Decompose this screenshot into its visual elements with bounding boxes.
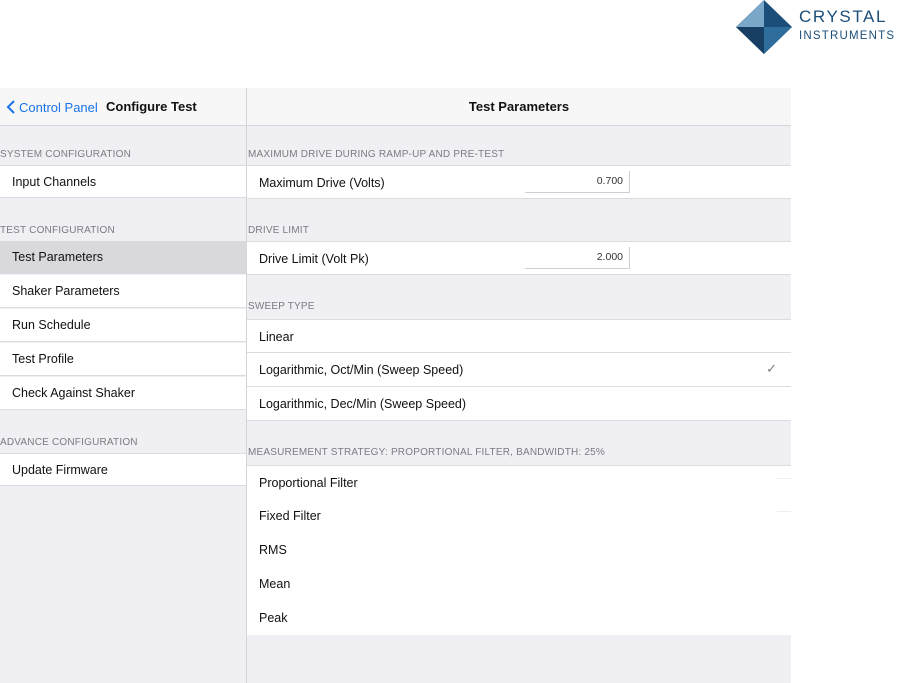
sidebar-item-shaker-parameters[interactable] — [0, 275, 246, 308]
sweep-option-log-dec[interactable] — [247, 387, 791, 421]
detail-nav-bar — [247, 88, 791, 126]
drive-limit-value: 2.000 — [596, 251, 623, 263]
measurement-option-label: RMS — [259, 543, 287, 557]
measurement-option-label: Peak — [259, 611, 288, 625]
section-header-advance: ADVANCE CONFIGURATION — [0, 437, 138, 448]
checkmark-icon: ✓ — [766, 361, 777, 376]
separator-mark — [777, 478, 791, 479]
measurement-option-fixed[interactable] — [247, 499, 791, 533]
sidebar-item-test-parameters[interactable] — [0, 241, 246, 274]
logo-text-crystal: CRYSTAL — [799, 7, 888, 26]
master-pane — [0, 88, 247, 683]
drive-limit-field[interactable] — [525, 247, 630, 269]
sidebar-item-check-against-shaker[interactable] — [0, 377, 246, 410]
measurement-option-proportional[interactable] — [247, 465, 791, 499]
detail-pane — [247, 88, 791, 683]
drive-limit-row — [247, 241, 791, 275]
measurement-option-peak[interactable] — [247, 601, 791, 635]
section-header-measurement: MEASUREMENT STRATEGY: PROPORTIONAL FILTER, BANDWIDTH: 25% — [248, 447, 606, 458]
back-button[interactable] — [5, 99, 98, 115]
sweep-option-log-oct[interactable] — [247, 353, 791, 387]
sidebar-item-label: Update Firmware — [12, 463, 108, 477]
back-button-label: Control Panel — [19, 99, 98, 115]
sidebar-item-label: Input Channels — [12, 175, 97, 189]
section-header-drive-limit: DRIVE LIMIT — [248, 225, 310, 236]
logo-text-instruments: INSTRUMENTS — [799, 30, 896, 42]
sweep-option-label: Linear — [259, 330, 294, 344]
section-header-test: TEST CONFIGURATION — [0, 225, 115, 236]
max-drive-label: Maximum Drive (Volts) — [259, 176, 385, 190]
measurement-option-mean[interactable] — [247, 567, 791, 601]
section-header-sweep-type: SWEEP TYPE — [248, 301, 315, 312]
measurement-option-label: Mean — [259, 577, 291, 591]
section-header-max-drive: MAXIMUM DRIVE DURING RAMP-UP AND PRE-TEST — [248, 149, 505, 160]
master-title: Configure Test — [106, 99, 197, 114]
sweep-option-label: Logarithmic, Oct/Min (Sweep Speed) — [259, 363, 464, 377]
sidebar-item-label: Test Profile — [12, 352, 74, 366]
measurement-option-label: Proportional Filter — [259, 476, 358, 490]
max-drive-row — [247, 165, 791, 199]
sidebar-item-update-firmware[interactable] — [0, 453, 246, 486]
diamond-logo-icon — [736, 0, 792, 54]
master-nav-bar — [0, 88, 246, 126]
sidebar-item-label: Run Schedule — [12, 318, 91, 332]
sidebar-item-label: Test Parameters — [12, 250, 104, 264]
sweep-option-label: Logarithmic, Dec/Min (Sweep Speed) — [259, 397, 467, 411]
chevron-left-icon — [5, 99, 17, 115]
separator-mark — [777, 511, 791, 512]
measurement-option-rms[interactable] — [247, 533, 791, 567]
measurement-option-label: Fixed Filter — [259, 509, 321, 523]
crystal-instruments-logo — [736, 0, 911, 54]
drive-limit-label: Drive Limit (Volt Pk) — [259, 252, 369, 266]
section-header-system: SYSTEM CONFIGURATION — [0, 149, 132, 160]
max-drive-value: 0.700 — [596, 175, 623, 187]
sidebar-item-input-channels[interactable] — [0, 165, 246, 198]
page-title: Test Parameters — [468, 99, 570, 114]
sidebar-item-label: Shaker Parameters — [12, 284, 120, 298]
sweep-option-linear[interactable] — [247, 319, 791, 353]
max-drive-field[interactable] — [525, 171, 630, 193]
sidebar-item-test-profile[interactable] — [0, 343, 246, 376]
sidebar-item-run-schedule[interactable] — [0, 309, 246, 342]
sidebar-item-label: Check Against Shaker — [12, 386, 135, 400]
app-window — [0, 88, 791, 683]
